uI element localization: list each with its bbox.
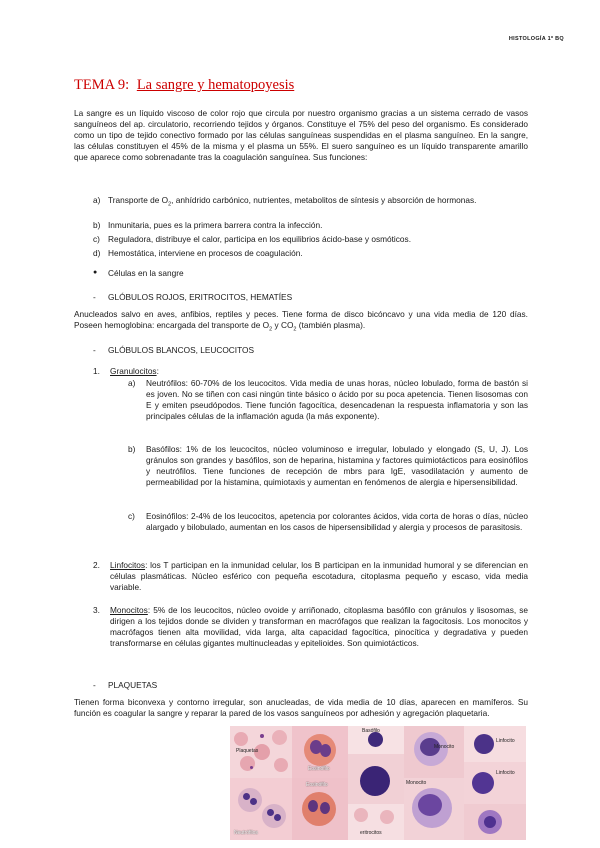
- page-title: [74, 77, 294, 94]
- basophil-image-2: [348, 754, 404, 804]
- title-text: La sangre y hematopoyesis: [136, 77, 295, 93]
- monocyte-image: [404, 726, 464, 778]
- label-basofilo: Basófilo: [362, 728, 380, 734]
- page-header: HISTOLOGÍA 1º BQ: [508, 36, 564, 42]
- globulos-rojos-heading: GLÓBULOS ROJOS, ERITROCITOS, HEMATÍES: [108, 292, 293, 302]
- title-number: TEMA 9:: [74, 77, 130, 93]
- bullet-icon: ●: [93, 269, 98, 276]
- label-monocito-1: Monocito: [434, 744, 455, 750]
- list-number: 1.: [93, 366, 100, 376]
- label-plaquetas: Plaquetas: [236, 748, 259, 754]
- function-marker: d): [93, 248, 101, 258]
- function-marker: a): [93, 195, 101, 205]
- lymphocyte-image-1: [464, 726, 526, 762]
- basophil-image: [348, 726, 404, 754]
- lymphocyte-image-2: [464, 762, 526, 804]
- dash-marker: -: [93, 345, 96, 355]
- eosinofilos-item: Eosinófilos: 2-4% de los leucocitos, apetencia por colorantes ácidos, vida corta de horas o días, núcleo alargado y bilobulado, aumentan en los casos de hipersensibilidad y alergia y procesos de parasitosis.: [146, 511, 528, 532]
- monocitos-item: Monocitos: 5% de los leucocitos, núcleo ovoide y arriñonado, citoplasma basófilo con gránulos y lisosomas, se dirigen a los tejidos donde se dividen y transforman en macrófagos que realizan la fagocitosis. Los monocitos y macrófagos tienen alta movilidad, vida larga, alta capacidad fagocítica, pinocítica y degradativa y pueden transformarse en células gigantes multinucleadas y epitelioides. Son quimiotácticos.: [110, 605, 528, 648]
- function-item: Inmunitaria, pues es la primera barrera contra la infección.: [108, 220, 323, 230]
- granulocitos-title: Granulocitos:: [110, 366, 159, 376]
- eosinophil-image: [292, 726, 348, 778]
- blood-smear-image: [464, 804, 526, 840]
- linfocitos-item: Linfocitos: los T participan en la inmunidad celular, los B participan en la inmunidad humoral y se diferencian en células plasmáticas. Núcleo esférico con pequeña escotadura, citoplasma pequeño y escaso, vida media variable.: [110, 560, 528, 592]
- list-number: 3.: [93, 605, 100, 615]
- neutrofilos-item: Neutrófilos: 60-70% de los leucocitos. Vida media de unas horas, núcleo lobulado, forma de bastón si es joven. No se tiñen con casi ningún tinte básico o ácido por su poca apetencia. Tienen lisosomas con E y emiten pseudópodos. Tiene función fagocítica, desencadenan la respuesta inflamatoria y son las principales células de la inflamación aguda (la más exponente).: [146, 378, 528, 421]
- globulos-rojos-paragraph: Anucleados salvo en aves, anfibios, reptiles y peces. Tiene forma de disco bicóncavo y una vida media de 120 días. Poseen hemoglobina: encargada del transporte de $O_2$ y $CO_2$ (también plasma).: [74, 309, 528, 333]
- subitem-marker: b): [128, 444, 136, 454]
- dash-marker: -: [93, 292, 96, 302]
- blood-cells-figure: [230, 726, 526, 840]
- dash-marker: -: [93, 680, 96, 690]
- intro-paragraph: La sangre es un líquido viscoso de color rojo que circula por nuestro organismo gracias a un sistema cerrado de vasos sanguíneos del ap. circulatorio, recorriendo tejidos y órganos. Constituye el 75% del peso del organismo. Es considerado como un tipo de tejido conectivo formado por las células sanguíneas suspendidas en el plasma sanguíneo. En la sangre, las células constituyen el 45% de la misma y el plasma un 55%. El suero sanguíneo es un líquido transparente amarillo que aparece como sobrenadante tras la coagulación sanguínea. Sus funciones:: [74, 108, 528, 162]
- monocyte-image-2: [404, 778, 464, 840]
- label-linfocito-1: Linfocito: [496, 738, 515, 744]
- label-eosinofilo: Eosinófilo: [308, 766, 330, 772]
- label-eritrocitos: eritrocitos: [360, 830, 382, 836]
- subitem-marker: c): [128, 511, 135, 521]
- platelets-image: [230, 726, 292, 778]
- function-item: Transporte de $O_2$, anhídrido carbónico, nutrientes, metabolitos de síntesis y absorción de hormonas.: [108, 195, 477, 208]
- neutrophils-image: [230, 778, 292, 840]
- eosinophil-image-2: [292, 778, 348, 840]
- label-neutrofilos: Neutrófilos: [234, 830, 258, 836]
- function-marker: c): [93, 234, 100, 244]
- label-linfocito-2: Linfocito: [496, 770, 515, 776]
- subitem-marker: a): [128, 378, 136, 388]
- globulos-blancos-heading: GLÓBULOS BLANCOS, LEUCOCITOS: [108, 345, 255, 355]
- erythrocytes-image: [348, 804, 404, 840]
- plaquetas-paragraph: Tienen forma biconvexa y contorno irregular, son anucleadas, de vida media de 10 días, aparecen en mamíferos. Su función es coagular la sangre y reparar la pared de los vasos sanguíneos por adhesión y agregación plaquetaria.: [74, 697, 528, 718]
- function-item: Reguladora, distribuye el calor, participa en los equilibrios ácido-base y osmóticos.: [108, 234, 411, 244]
- list-number: 2.: [93, 560, 100, 570]
- basofilos-item: Basófilos: 1% de los leucocitos, núcleo voluminoso e irregular, lobulado y elongado (S, U, J). Los gránulos son grandes y basófilos, son de heparina, histamina y factores quimiotácticos para eosinófilos y neutrófilos. Tiene funciones de recepción de mbrs para IgE, vasodilatación y aumento de permeabilidad por la histamina, quimiotaxis y aumentan en fenómenos de alergia e hipersensibilidad.: [146, 444, 528, 487]
- plaquetas-heading: PLAQUETAS: [108, 680, 158, 690]
- label-monocito-2: Monocito: [406, 780, 427, 786]
- function-item: Hemostática, interviene en procesos de coagulación.: [108, 248, 303, 258]
- function-marker: b): [93, 220, 101, 230]
- label-eosinofilo-2: Eosinófilo: [306, 782, 328, 788]
- cells-heading: Células en la sangre: [108, 268, 184, 278]
